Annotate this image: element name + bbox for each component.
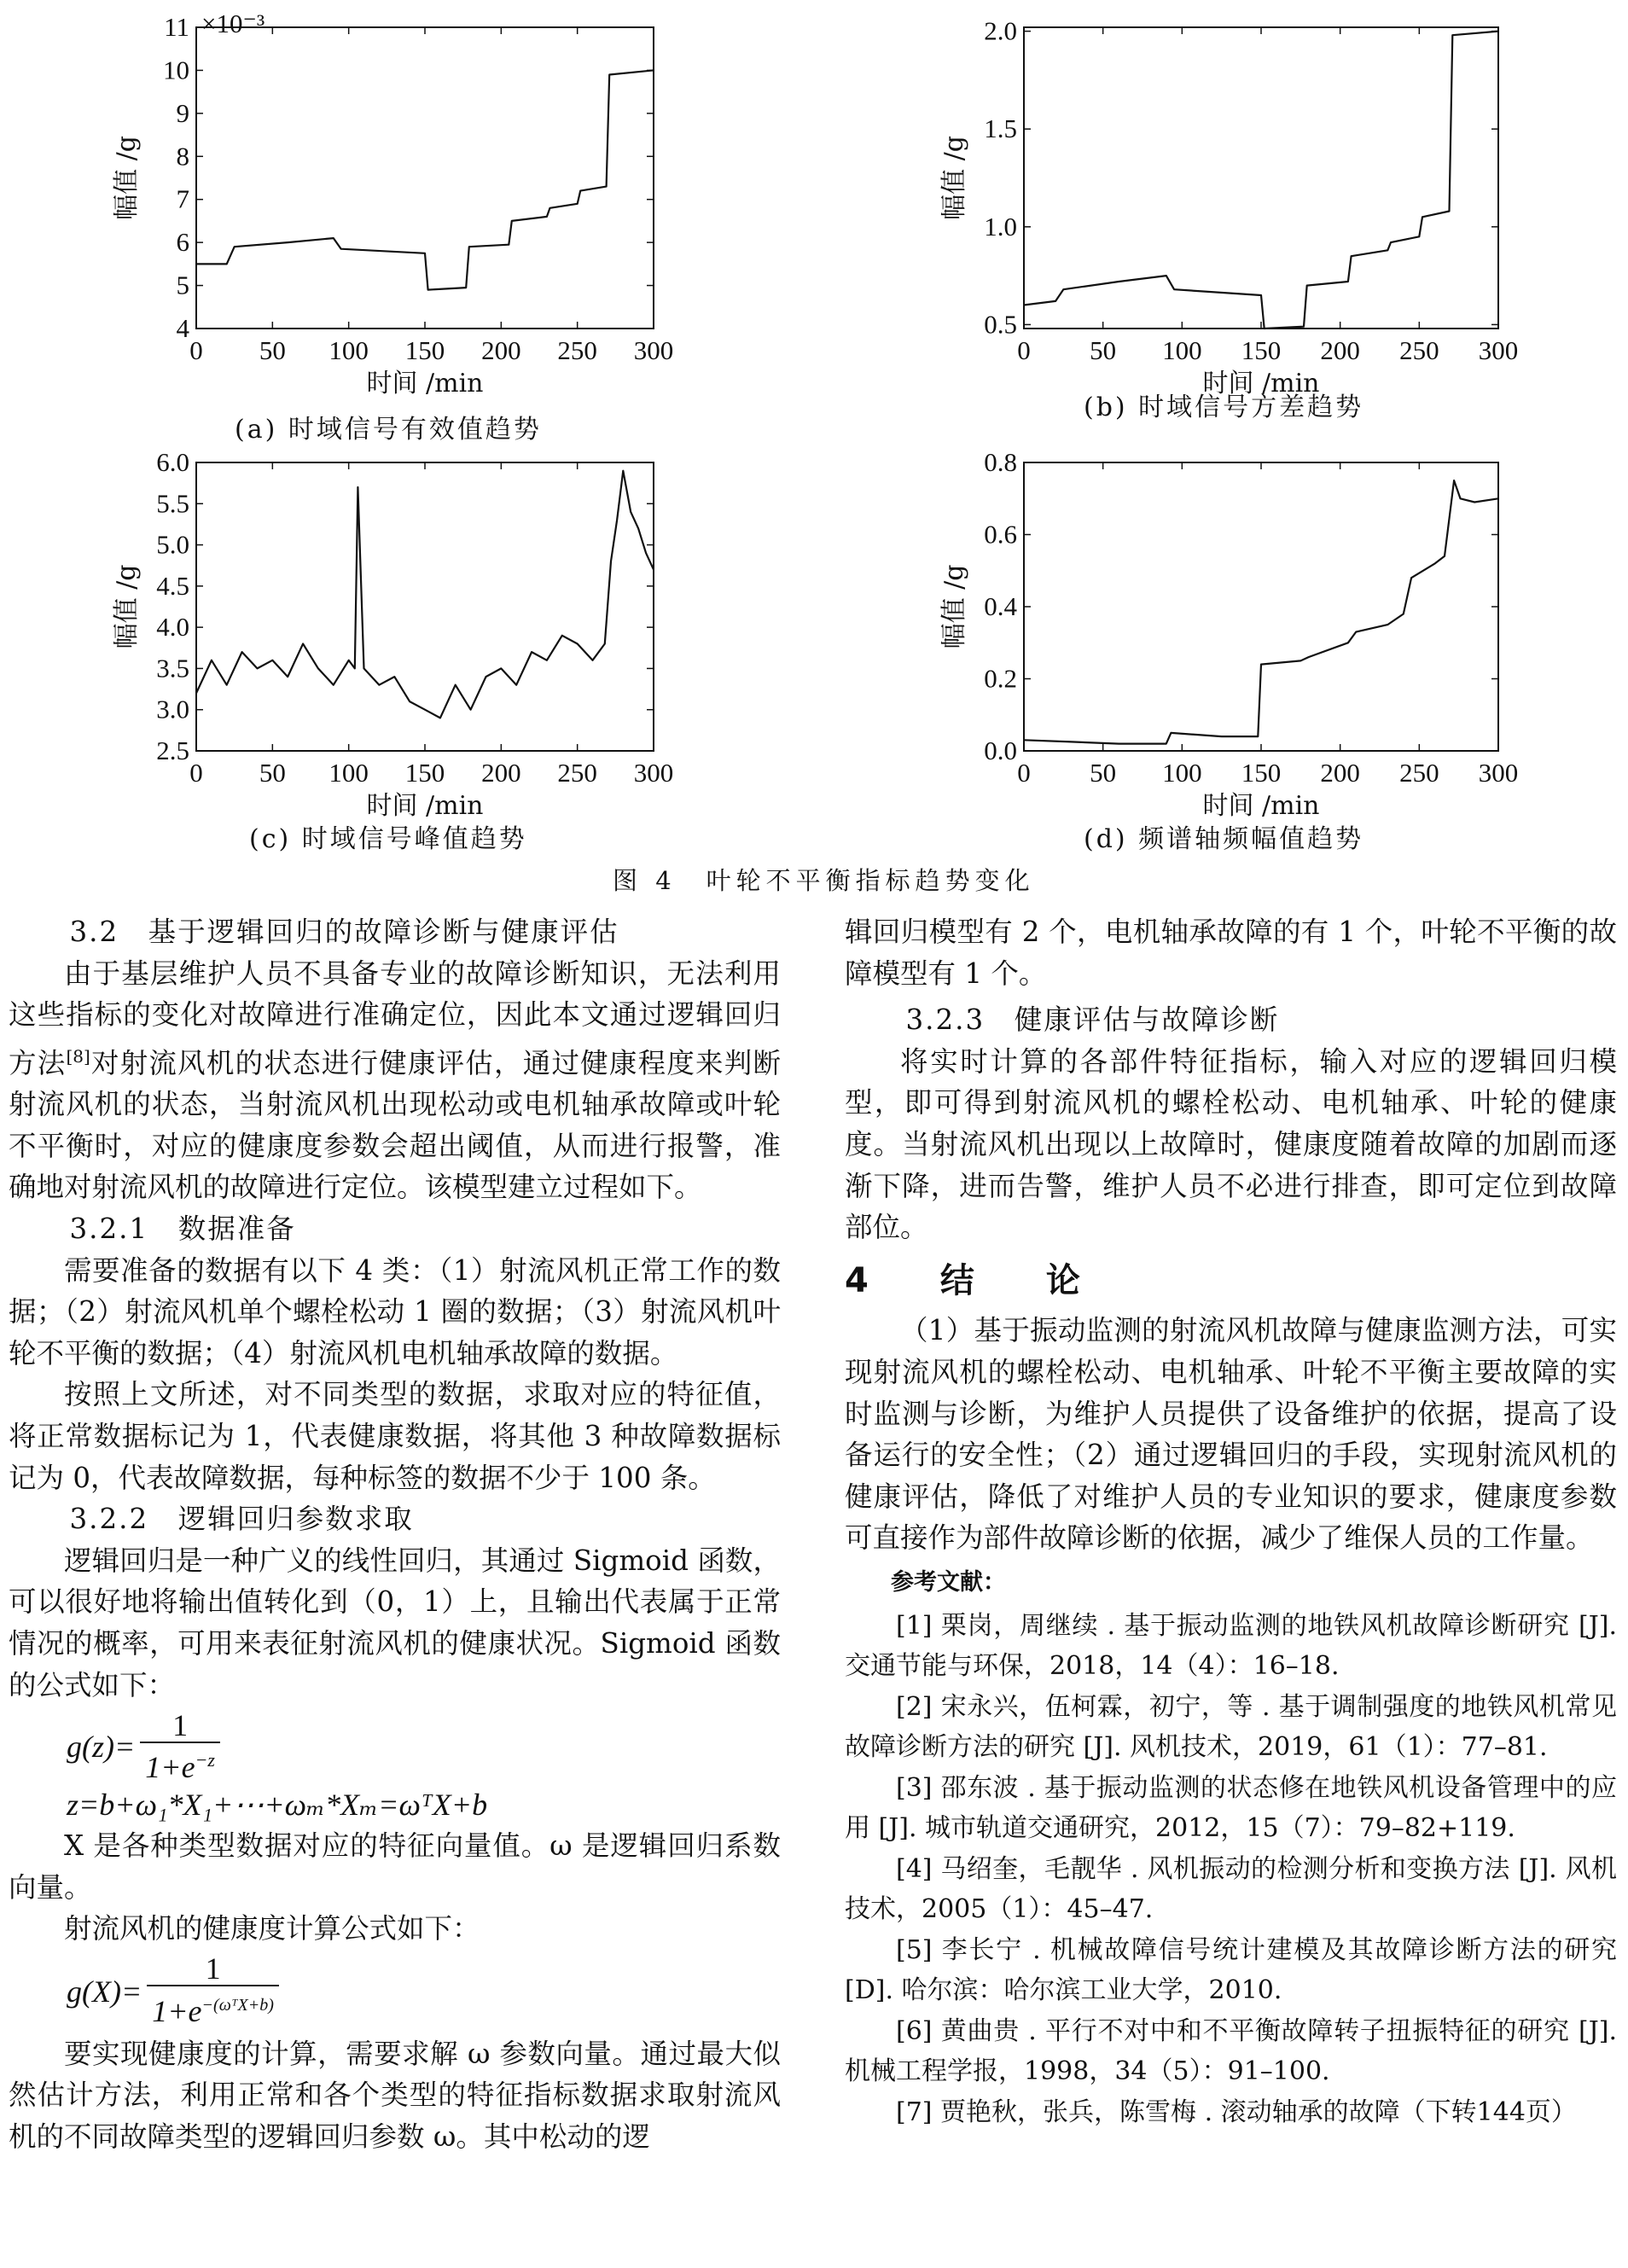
citation: [8]	[66, 1045, 90, 1067]
y-tick-label: 0.5	[984, 309, 1017, 340]
paragraph: 辑回归模型有 2 个，电机轴承故障的有 1 个，叶轮不平衡的故障模型有 1 个。	[845, 916, 1617, 990]
y-axis-label: 幅值 /g	[112, 136, 142, 220]
x-tick-label: 250	[557, 335, 597, 365]
plot-frame	[196, 27, 654, 329]
y-tick-label: 4.5	[156, 570, 189, 601]
y-tick-label: 6.0	[156, 447, 189, 477]
x-tick-label: 150	[1241, 335, 1282, 365]
x-tick-label: 200	[481, 335, 521, 365]
linear-formula: z=b+ω₁*X₁+⋯+ωₘ*Xₘ=ωᵀX+b	[67, 1788, 488, 1823]
y-axis-label: 幅值 /g	[939, 136, 969, 220]
section-3-2-1-title: 3.2.1 数据准备	[69, 1212, 296, 1245]
x-axis-label: 时间 /min	[1202, 369, 1320, 398]
chart-c-caption: (c) 时域信号峰值趋势	[249, 824, 527, 854]
reference-item: [5] 李长宁 . 机械故障信号统计建模及其故障诊断方法的研究 [D]. 哈尔滨：哈尔滨工业大学，2010.	[845, 1934, 1617, 2005]
paragraph: 按照上文所述，对不同类型的数据，求取对应的特征值，将正常数据标记为 1，代表健康数据，将其他 3 种故障数据标记为 0，代表故障数据，每种标签的数据不少于 100 条。	[9, 1378, 781, 1494]
x-tick-label: 100	[1162, 758, 1202, 788]
x-tick-label: 150	[404, 758, 445, 788]
y-tick-label: 5.0	[156, 529, 189, 560]
reference-item: [1] 栗岗，周继续 . 基于振动监测的地铁风机故障诊断研究 [J]. 交通节能与环保，2018，14（4）：16–18.	[845, 1610, 1617, 1681]
y-tick-label: 2.5	[156, 736, 189, 765]
paragraph: （1）基于振动监测的射流风机故障与健康监测方法，可实现射流风机的螺栓松动、电机轴承、叶轮不平衡主要故障的实时监测与诊断，为维护人员提供了设备维护的依据，提高了设备运行的安全性；（2）通过逻辑回归的手段，实现射流风机的健康评估，降低了对维护人员的专业知识的要求，健康度参数可直接作为部件故障诊断的依据，减少了维保人员的工作量。	[845, 1314, 1617, 1555]
series-line	[1024, 480, 1498, 744]
chart-d	[930, 447, 1519, 828]
y-axis-label: 幅值 /g	[939, 564, 969, 649]
x-tick-label: 200	[1320, 758, 1360, 788]
chart-d-svg	[930, 447, 1519, 828]
chart-b-svg	[930, 15, 1519, 405]
references-title: 参考文献：	[891, 1568, 1006, 1596]
x-tick-label: 100	[329, 335, 369, 365]
chart-b	[930, 15, 1519, 405]
x-tick-label: 150	[1241, 758, 1282, 788]
plot-frame	[1024, 462, 1498, 751]
x-tick-label: 150	[404, 335, 445, 365]
y-tick-label: 2.0	[984, 15, 1017, 46]
section-3-2-3-title: 3.2.3 健康评估与故障诊断	[905, 1003, 1280, 1037]
y-tick-label: 7	[176, 183, 189, 214]
health-formula: g(X)= 1 $1+e^{-(\omega ᵀX+b)}$	[67, 1953, 781, 2030]
reference-item: [6] 黄曲贵 . 平行不对中和不平衡故障转子扭振特征的研究 [J]. 机械工程学报，1998，34（5）：91–100.	[845, 2015, 1617, 2086]
x-tick-label: 300	[1478, 758, 1519, 788]
paragraph: 要实现健康度的计算，需要求解 ω 参数向量。通过最大似然估计方法，利用正常和各个类型的特征指标数据求取射流风机的不同故障类型的逻辑回归参数 ω。其中松动的逻	[9, 2037, 781, 2154]
x-tick-label: 200	[1320, 335, 1360, 365]
chart-c	[102, 447, 674, 828]
x-tick-label: 50	[259, 335, 286, 365]
x-tick-label: 0	[1017, 758, 1031, 788]
chart-a-caption: (a) 时域信号有效值趋势	[235, 415, 542, 445]
y-tick-label: 5	[176, 270, 189, 300]
paragraph: 逻辑回归是一种广义的线性回归，其通过 Sigmoid 函数，可以很好地将输出值转化到（0，1）上，且输出代表属于正常情况的概率，可用来表征射流风机的健康状况。Sigmoid 函数的公式如下：	[9, 1544, 781, 1701]
y-tick-label: 5.5	[156, 488, 189, 519]
paragraph: X 是各种类型数据对应的特征向量值。ω 是逻辑回归系数向量。	[9, 1829, 781, 1904]
x-tick-label: 100	[1162, 335, 1202, 365]
paragraph: 需要准备的数据有以下 4 类：（1）射流风机正常工作的数据；（2）射流风机单个螺栓松动 1 圈的数据；（3）射流风机叶轮不平衡的数据；（4）射流风机电机轴承故障的数据。	[9, 1253, 781, 1370]
x-tick-label: 300	[633, 758, 674, 788]
x-tick-label: 50	[1090, 335, 1117, 365]
x-tick-label: 0	[1017, 335, 1031, 365]
sigmoid-formula: g(z)= $\frac{1}{1+e^{-z}}$	[67, 1711, 781, 1782]
chart-a	[102, 9, 674, 405]
reference-item: [7] 贾艳秋，张兵，陈雪梅 . 滚动轴承的故障（下转144页）	[896, 2096, 1577, 2127]
chart-b-caption: (b) 时域信号方差趋势	[1084, 393, 1364, 422]
y-tick-label: 0.0	[984, 736, 1017, 765]
x-tick-label: 250	[557, 758, 597, 788]
y-tick-label: 0.2	[984, 663, 1017, 694]
x-axis-label: 时间 /min	[366, 369, 484, 398]
plot-frame	[1024, 27, 1498, 329]
x-tick-label: 250	[1399, 758, 1439, 788]
series-line	[196, 471, 654, 718]
chart-d-caption: (d) 频谱轴频幅值趋势	[1084, 824, 1364, 854]
x-tick-label: 0	[189, 335, 203, 365]
figure-caption: 图 4 叶轮不平衡指标趋势变化	[613, 866, 1035, 895]
y-tick-label: 4	[176, 313, 189, 343]
x-axis-label: 时间 /min	[366, 791, 484, 821]
y-tick-label: 11	[164, 12, 189, 42]
reference-item: [2] 宋永兴，伍柯霖，初宁，等 . 基于调制强度的地铁风机常见故障诊断方法的研究 [J]. 风机技术，2019，61（1）：77–81.	[845, 1691, 1617, 1762]
y-tick-label: 0.8	[984, 447, 1017, 477]
y-tick-label: 8	[176, 141, 189, 172]
x-axis-label: 时间 /min	[1202, 791, 1320, 821]
y-tick-label: 1.5	[984, 113, 1017, 144]
y-axis-label: 幅值 /g	[112, 564, 142, 649]
x-tick-label: 0	[189, 758, 203, 788]
y-tick-label: 3.5	[156, 653, 189, 683]
y-tick-label: 9	[176, 97, 189, 128]
reference-item: [3] 邵东波 . 基于振动监测的状态修在地铁风机设备管理中的应用 [J]. 城市轨道交通研究，2012，15（7）：79–82+119.	[845, 1772, 1617, 1843]
y-tick-label: 0.4	[984, 591, 1017, 621]
chart-c-svg	[102, 447, 674, 828]
paragraph: 由于基层维护人员不具备专业的故障诊断知识，无法利用这些指标的变化对故障进行准确定位，因此本文通过逻辑回归方法[8]对射流风机的状态进行健康评估，通过健康程度来判断射流风机的状态，当射流风机出现松动或电机轴承故障或叶轮不平衡时，对应的健康度参数会超出阈值，从而进行报警，准确地对射流风机的故障进行定位。该模型建立过程如下。	[9, 957, 781, 1204]
plot-frame	[196, 462, 654, 751]
x-tick-label: 50	[1090, 758, 1117, 788]
y-tick-label: 3.0	[156, 694, 189, 724]
axis-multiplier: ×10⁻³	[201, 9, 265, 38]
series-line	[196, 70, 654, 289]
paragraph: 射流风机的健康度计算公式如下：	[64, 1912, 480, 1945]
section-3-2-title: 3.2 基于逻辑回归的故障诊断与健康评估	[69, 916, 619, 948]
chart-a-svg	[102, 9, 674, 405]
right-column	[845, 911, 1617, 2132]
y-tick-label: 0.6	[984, 519, 1017, 550]
left-column	[9, 911, 781, 2158]
series-line	[1024, 32, 1498, 329]
x-tick-label: 50	[259, 758, 286, 788]
x-tick-label: 200	[481, 758, 521, 788]
section-3-2-2-title: 3.2.2 逻辑回归参数求取	[69, 1503, 414, 1536]
x-tick-label: 100	[329, 758, 369, 788]
reference-item: [4] 马绍奎，毛靓华 . 风机振动的检测分析和变换方法 [J]. 风机技术，2005（1）：45–47.	[845, 1853, 1617, 1924]
x-tick-label: 300	[1478, 335, 1519, 365]
y-tick-label: 4.0	[156, 612, 189, 643]
y-tick-label: 6	[176, 227, 189, 258]
y-tick-label: 1.0	[984, 211, 1017, 241]
paragraph: 将实时计算的各部件特征指标，输入对应的逻辑回归模型，即可得到射流风机的螺栓松动、电机轴承、叶轮的健康度。当射流风机出现以上故障时，健康度随着故障的加剧而逐渐下降，进而告警，维护人员不必进行排查，即可定位到故障部位。	[845, 1044, 1617, 1244]
y-tick-label: 10	[163, 55, 189, 85]
x-tick-label: 300	[633, 335, 674, 365]
x-tick-label: 250	[1399, 335, 1439, 365]
section-4-title: 4 结 论	[845, 1260, 1099, 1300]
